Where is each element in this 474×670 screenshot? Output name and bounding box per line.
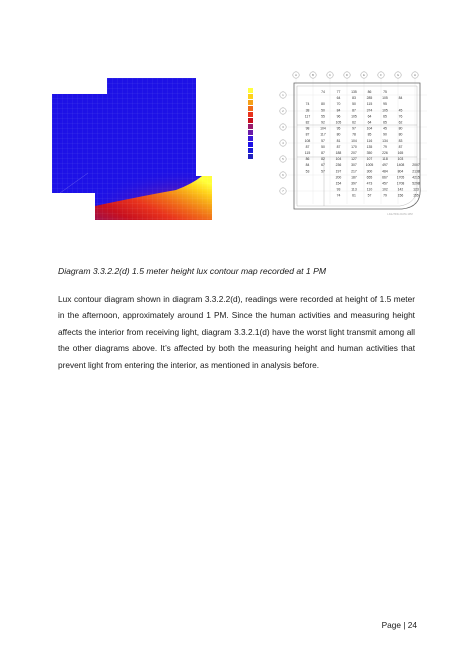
lux-reading: 1705 xyxy=(396,175,405,180)
plan-stamp: LIGHTING DATA 1PM xyxy=(387,213,413,216)
lux-reading: 104 xyxy=(320,126,326,131)
lux-reading: 350 xyxy=(366,151,373,155)
lux-reading: 57 xyxy=(321,138,325,143)
lux-reading: 87 xyxy=(305,132,310,137)
lux-reading: 667 xyxy=(382,175,388,180)
lux-reading: 226 xyxy=(382,151,388,155)
lux-reading: 1005 xyxy=(365,163,374,168)
lux-reading: 80 xyxy=(398,126,403,131)
lux-reading: 134 xyxy=(382,138,388,143)
lux-reading: 156 xyxy=(397,193,404,198)
lux-reading: 81 xyxy=(336,138,341,143)
lux-reading: 78 xyxy=(352,132,356,137)
lux-reading: 55 xyxy=(321,114,325,119)
lux-reading: 105 xyxy=(351,114,357,119)
lux-reading: 85 xyxy=(367,132,372,137)
lux-reading: 57 xyxy=(367,193,372,198)
lux-reading: 80 xyxy=(398,132,403,137)
lux-reading: 497 xyxy=(382,163,388,168)
lux-reading: 62 xyxy=(398,120,403,125)
lux-reading: 117 xyxy=(320,132,326,137)
lux-reading: 197 xyxy=(335,169,342,174)
lux-reading: 97 xyxy=(352,126,356,131)
lux-reading: 165 xyxy=(397,151,404,155)
column-marker-label: C xyxy=(328,73,332,78)
lux-reading: 80 xyxy=(336,132,341,137)
lux-reading: 300 xyxy=(366,169,373,174)
lux-reading: 92 xyxy=(321,120,325,125)
lux-reading: 107 xyxy=(366,157,373,162)
lux-reading: 62 xyxy=(352,120,356,125)
lux-reading: 95 xyxy=(383,102,387,107)
lux-reading: 67 xyxy=(321,163,325,168)
lux-reading: 108 xyxy=(304,138,311,143)
lux-reading: 285 xyxy=(366,96,373,101)
lux-reading: 457 xyxy=(382,181,388,186)
legend-swatch xyxy=(248,154,253,160)
lux-reading: 103 xyxy=(397,157,404,162)
lux-reading: 110 xyxy=(366,187,373,192)
lux-reading: 95 xyxy=(336,126,341,131)
column-marker-label: E xyxy=(362,73,366,78)
lux-reading: 61 xyxy=(352,193,356,198)
lux-reading: 473 xyxy=(366,181,373,186)
lux-reading: 84 xyxy=(305,163,310,168)
lux-contour-map xyxy=(52,78,216,220)
lux-reading: 217 xyxy=(351,169,357,174)
lux-reading: 70 xyxy=(336,102,341,107)
lux-reading: 87 xyxy=(305,144,310,149)
lux-reading: 84 xyxy=(398,96,403,101)
lux-reading: 187 xyxy=(351,175,357,180)
lux-reading: 105 xyxy=(382,108,388,113)
lux-reading: 50 xyxy=(352,102,356,107)
column-marker-label: B xyxy=(311,73,315,78)
lux-reading: 170 xyxy=(351,144,357,149)
lux-reading: 207 xyxy=(351,151,357,155)
lux-reading: 86 xyxy=(367,90,372,94)
floor-plan-readings xyxy=(272,69,432,219)
lux-reading: 113 xyxy=(351,187,357,192)
lux-reading: 104 xyxy=(366,126,373,131)
row-marker-label: 2 xyxy=(282,109,284,114)
lux-reading: 79 xyxy=(383,144,387,149)
lux-reading: 104 xyxy=(351,138,357,143)
lux-reading: 77 xyxy=(336,90,341,94)
lux-reading: 135 xyxy=(366,144,373,149)
lux-reading: 83 xyxy=(352,96,356,101)
lux-reading: 1408 xyxy=(396,163,405,168)
row-marker-label: 4 xyxy=(282,141,284,146)
lux-reading: 87 xyxy=(321,151,325,155)
body-paragraph: Lux contour diagram shown in diagram 3.3.2.2(d), readings were recorded at height of 1.5 meter in the afternoon, approximately around 1 PM. Since the human activities and measuring height affects the interior from receiving light, diagram 3.3.2.1(d) have the worst light transmit among all the other diagrams above. It’s affected by both the measuring height and human activities that prevent light from entering the interior, as mentioned in analysis before. xyxy=(58,294,415,370)
column-marker-label: A xyxy=(294,73,298,78)
lux-reading: 374 xyxy=(366,108,373,113)
lux-reading: 4215 xyxy=(412,175,420,180)
lux-reading: 655 xyxy=(366,175,373,180)
lux-reading: 98 xyxy=(305,126,310,131)
lux-reading: 397 xyxy=(351,181,357,186)
lux-reading: 236 xyxy=(335,163,342,168)
figure-caption: Diagram 3.3.2.2(d) 1.5 meter height lux contour map recorded at 1 PM xyxy=(58,266,326,276)
lux-reading: 76 xyxy=(398,114,403,119)
lux-reading: 45 xyxy=(383,126,387,131)
lux-reading: 127 xyxy=(351,157,357,162)
lux-reading: 64 xyxy=(367,120,372,125)
lux-reading: 87 xyxy=(398,144,403,149)
lux-reading: 38 xyxy=(305,108,310,113)
lux-reading: 57 xyxy=(321,169,325,174)
lux-reading: 154 xyxy=(335,181,342,186)
lux-reading: 188 xyxy=(335,151,342,155)
lux-reading: 45 xyxy=(398,108,403,113)
lux-reading: 307 xyxy=(351,163,357,168)
lux-reading: 2007 xyxy=(412,163,420,168)
lux-reading: 104 xyxy=(335,157,342,162)
lux-reading: 87 xyxy=(336,144,341,149)
page-number: Page | 24 xyxy=(381,620,417,630)
lux-reading: 116 xyxy=(366,138,373,143)
row-marker-label: 1 xyxy=(282,93,284,98)
lux-reading: 79 xyxy=(383,193,387,198)
lux-reading: 115 xyxy=(304,151,311,155)
row-marker-label: 5 xyxy=(282,157,284,162)
lux-reading: 65 xyxy=(383,114,387,119)
lux-reading: 105 xyxy=(382,96,388,101)
lux-reading: 64 xyxy=(336,96,341,101)
lux-reading: 86 xyxy=(305,157,310,162)
color-legend xyxy=(248,88,260,160)
lux-reading: 82 xyxy=(321,157,325,162)
lux-reading: 484 xyxy=(382,169,388,174)
lux-reading: 155 xyxy=(413,193,419,198)
lux-reading: 200 xyxy=(335,175,342,180)
lux-reading: 50 xyxy=(321,108,325,113)
lux-reading: 96 xyxy=(336,114,341,119)
lux-reading: 93 xyxy=(336,187,341,192)
row-marker-label: 6 xyxy=(282,173,284,178)
lux-reading: 5298 xyxy=(412,181,420,186)
lux-reading: 118 xyxy=(382,157,388,162)
lux-reading: 53 xyxy=(305,169,310,174)
lux-reading: 83 xyxy=(398,138,403,143)
column-marker-label: G xyxy=(396,73,400,78)
lux-reading: 142 xyxy=(397,187,404,192)
lux-reading: 84 xyxy=(336,108,341,113)
lux-reading: 90 xyxy=(383,132,387,137)
lux-reading: 65 xyxy=(383,120,387,125)
lux-reading: 64 xyxy=(367,114,372,119)
row-marker-label: 3 xyxy=(282,125,284,130)
lux-reading: 804 xyxy=(397,169,404,174)
lux-reading: 80 xyxy=(321,102,325,107)
lux-reading: 50 xyxy=(321,144,325,149)
lux-reading: 74 xyxy=(321,90,325,94)
lux-reading: 74 xyxy=(336,193,341,198)
row-marker-label: 7 xyxy=(282,189,284,194)
lux-reading: 2138 xyxy=(412,169,420,174)
column-marker-label: F xyxy=(380,73,382,78)
lux-reading: 87 xyxy=(352,108,356,113)
lux-reading: 82 xyxy=(305,120,310,125)
lux-reading: 102 xyxy=(382,187,388,192)
column-marker-label: D xyxy=(345,73,349,78)
lux-reading: 1708 xyxy=(396,181,405,186)
lux-reading: 123 xyxy=(413,187,419,192)
lux-reading: 117 xyxy=(304,114,311,119)
lux-reading: 115 xyxy=(366,102,373,107)
column-marker-label: H xyxy=(413,73,417,78)
lux-reading: 75 xyxy=(383,90,387,94)
lux-reading: 135 xyxy=(351,90,357,94)
lux-reading: 74 xyxy=(305,102,310,107)
lux-reading: 105 xyxy=(335,120,342,125)
